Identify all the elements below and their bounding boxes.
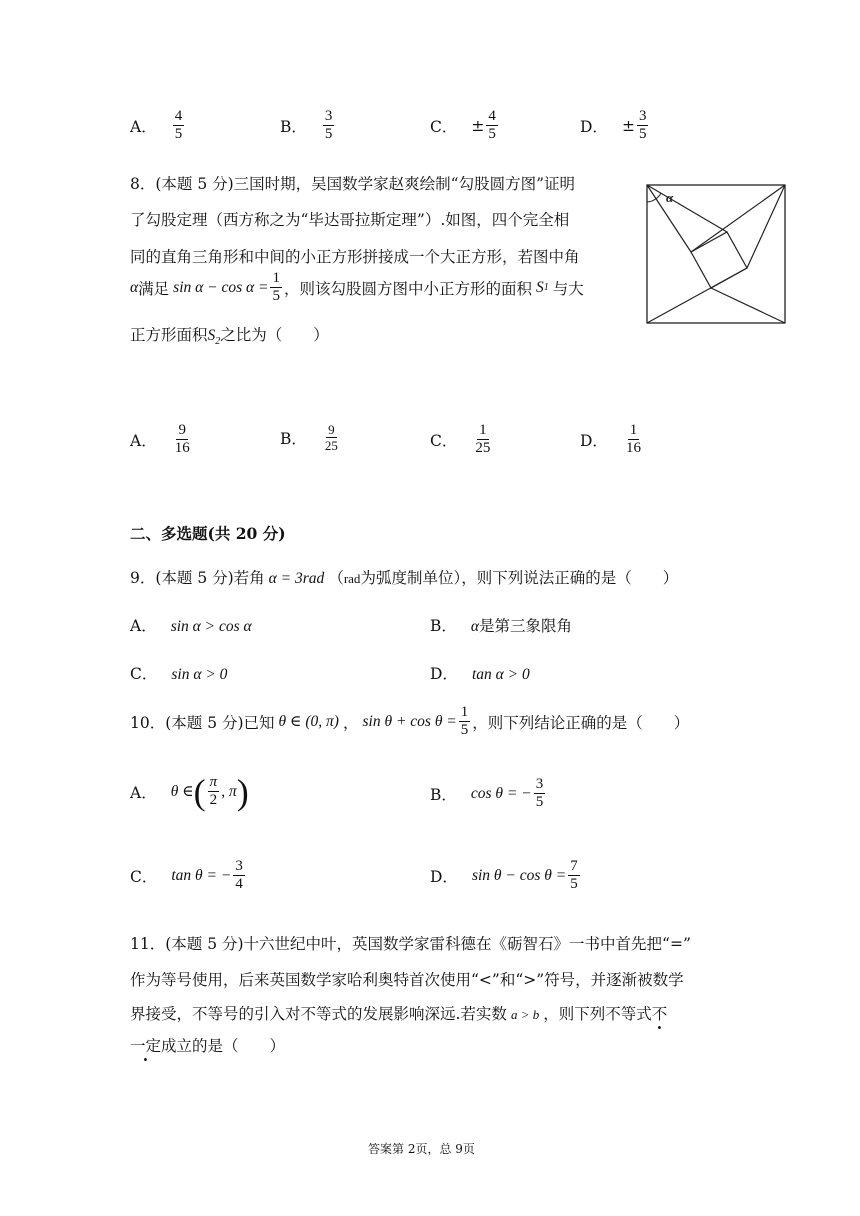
gougu-figure xyxy=(646,184,786,324)
q8-option-d: D． $\frac{1}{16}$ xyxy=(580,422,641,456)
triangle-edge xyxy=(711,288,785,323)
q8-line-5: 正方形面积$S_2$之比为（ ） xyxy=(130,326,329,348)
triangle-edge xyxy=(747,185,785,268)
q8-option-b: B． $\frac{9}{25}$ xyxy=(280,422,338,453)
section-heading: 二、多选题(共 20 分) xyxy=(130,524,286,543)
angle-arc xyxy=(647,193,661,202)
fraction: $\frac{4}{5}$ xyxy=(174,108,183,142)
fraction: $\frac{3}{4}$ xyxy=(235,858,243,892)
q9-stem: 9．(本题 5 分)若角 α = 3rad （rad为弧度制单位），则下列说法正确的是（ ） xyxy=(130,569,679,587)
fraction: $\frac{7}{5}$ xyxy=(570,858,578,892)
q7-option-a: A． $\frac{4}{5}$ xyxy=(130,108,183,142)
fraction: $\frac{4}{5}$ xyxy=(488,108,496,142)
q10-option-b: B． cos θ = − $\frac{3}{5}$ xyxy=(430,776,544,810)
triangle-edge xyxy=(647,185,727,232)
fraction: $\frac{3}{5}$ xyxy=(535,776,544,810)
q11-line-1: 11．(本题 5 分)十六世纪中叶，英国数学家雷科德在《砺智石》一书中首先把“=” xyxy=(130,935,691,953)
fraction: $\frac{1}{5}$ xyxy=(460,704,469,738)
q10-option-a: A． θ ∈ ( $\frac{\pi}{2}$ , π ) xyxy=(130,771,249,812)
q8-line-2: 了勾股定理（西方称之为“毕达哥拉斯定理”）.如图，四个完全相 xyxy=(130,211,570,229)
q7-option-d: D． ± $\frac{3}{5}$ xyxy=(580,108,647,142)
q8-option-a: A． $\frac{9}{16}$ xyxy=(130,422,190,456)
q11-line-2: 作为等号使用，后来英国数学家哈利奥特首次使用“<”和“>”符号，并逐渐被数学 xyxy=(130,971,684,989)
q10-option-c: C． tan θ = − $\frac{3}{4}$ xyxy=(130,858,243,892)
q7-option-b: B． $\frac{3}{5}$ xyxy=(280,108,333,142)
q11-line-3: 界接受，不等号的引入对不等式的发展影响深远.若实数 a > b ，则下列不等式不 xyxy=(130,1005,668,1023)
q9-option-b: B． α是第三象限角 xyxy=(430,617,573,635)
fraction: $\frac{3}{5}$ xyxy=(638,108,647,142)
q9-option-d: D． tan α > 0 xyxy=(430,665,530,683)
fraction: $\frac{1}{25}$ xyxy=(475,422,491,456)
q8-line-3: 同的直角三角形和中间的小正方形拼接成一个大正方形，若图中角 xyxy=(130,248,580,266)
q11-line-4: 一定成立的是（ ） xyxy=(130,1037,286,1055)
q8-line-1: 8．(本题 5 分)三国时期，吴国数学家赵爽绘制“勾股圆方图”证明 xyxy=(130,175,576,193)
fraction: $\frac{\pi}{2}$ xyxy=(209,774,218,808)
triangle-edge xyxy=(647,268,747,323)
q10-stem: 10．(本题 5 分)已知 θ ∈ (0, π) ， sin θ + cos θ = $\frac{1}{5}$ ，则下列结论正确的是（ ） xyxy=(130,704,690,738)
fraction: $\frac{9}{25}$ xyxy=(324,422,338,453)
q10-option-d: D． sin θ − cos θ = $\frac{7}{5}$ xyxy=(430,858,578,892)
fraction: $\frac{3}{5}$ xyxy=(324,108,333,142)
q8-line-4: α 满足 sin α − cos α = $\frac{1}{5}$ ，则该勾股圆方图中小正方形的面积 S 1 与大 xyxy=(130,270,584,304)
fraction: $\frac{9}{16}$ xyxy=(174,422,190,456)
q8-option-c: C． $\frac{1}{25}$ xyxy=(430,422,491,456)
q9-option-a: A． sin α > cos α xyxy=(130,617,252,635)
page-footer: 答案第 2页，总 9页 xyxy=(368,1142,475,1156)
big-square xyxy=(647,185,785,323)
fraction: $\frac{1}{16}$ xyxy=(625,422,641,456)
fraction: $\frac{1}{5}$ xyxy=(272,270,280,304)
alpha-label: α xyxy=(666,190,674,205)
q9-option-c: C． sin α > 0 xyxy=(130,665,228,683)
q7-option-c: C． ± $\frac{4}{5}$ xyxy=(430,108,496,142)
small-square xyxy=(691,232,747,288)
